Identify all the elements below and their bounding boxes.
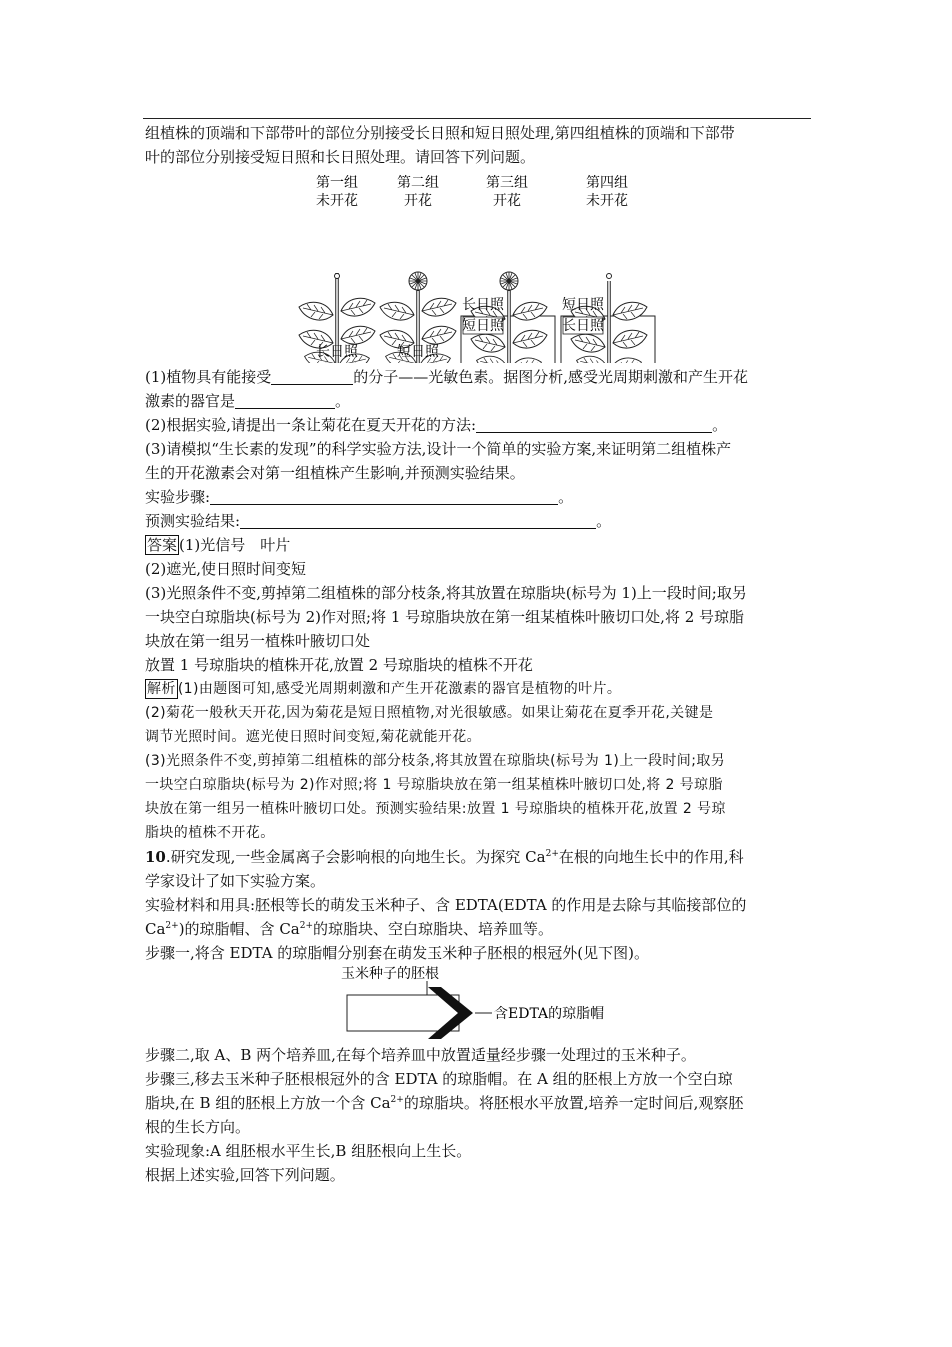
group2-name: 第二组: [397, 175, 439, 191]
question-2: (2)根据实验,请提出一条让菊花在夏天开花的方法: 。: [145, 416, 728, 434]
answer-line-5: 块放在第一组另一植株叶腋切口处: [145, 632, 371, 650]
q10-line-3: 实验材料和用具:胚根等长的萌发玉米种子、含 EDTA(EDTA 的作用是去除与其临接部位的: [145, 896, 747, 914]
answer-line-4: 一块空白琼脂块(标号为 2)作对照;将 1 号琼脂块放在第一组某植株叶腋切口处,将 2 号琼脂: [145, 608, 745, 626]
intro-line-1: 组植株的顶端和下部带叶的部位分别接受长日照和短日照处理,第四组植株的顶端和下部带: [145, 124, 735, 142]
answer-tag: 答案: [147, 536, 178, 554]
group2-status: 开花: [404, 193, 432, 209]
group4-top-label: 短日照: [562, 297, 604, 313]
answer-blank[interactable]: [271, 368, 353, 385]
q10-line-5: 步骤一,将含 EDTA 的琼脂帽分别套在萌发玉米种子胚根的根冠外(见下图)。: [145, 944, 650, 962]
predicted-result: 预测实验结果: 。: [145, 512, 612, 530]
plant2-bottom-label: 短日照: [397, 344, 439, 360]
header-rule: [143, 118, 811, 119]
analysis-tag: 解析: [147, 681, 176, 697]
q10-step-2: 步骤二,取 A、B 两个培养皿,在每个培养皿中放置适量经步骤一处理过的玉米种子。: [145, 1046, 696, 1064]
answer-line-3: (3)光照条件不变,剪掉第二组植株的部分枝条,将其放置在琼脂块(标号为 1)上一段时间;取另: [145, 584, 747, 602]
q10-step-3-line-3: 根的生长方向。: [145, 1118, 251, 1136]
answer-line-2: (2)遮光,使日照时间变短: [145, 560, 307, 578]
group4-status: 未开花: [586, 193, 628, 209]
figure-root-cap: [145, 965, 811, 1039]
analysis-line-4: (3)光照条件不变,剪掉第二组植株的部分枝条,将其放置在琼脂块(标号为 1)上一段时间;取另: [145, 753, 726, 769]
q10-line-4: $Ca^{2+}$)的琼脂帽、含 $Ca^{2+}$的琼脂块、空白琼脂块、培养皿等。: [145, 920, 554, 938]
question-3-line-2: 生的开花激素会对第一组植株产生影响,并预测实验结果。: [145, 464, 525, 482]
flower-icon: [409, 272, 427, 290]
page-content: [145, 121, 811, 1187]
group3-name: 第三组: [486, 175, 528, 191]
q10-line-2: 学家设计了如下实验方案。: [145, 872, 326, 890]
analysis-line-7: 脂块的植株不开花。: [145, 825, 275, 841]
plant1-bottom-label: 长日照: [316, 344, 358, 360]
group1-status: 未开花: [316, 193, 358, 209]
q10-step-3-line-2: 脂块,在 B 组的胚根上方放一个含 $Ca^{2+}$的琼脂块。将胚根水平放置,培养一定时间后,观察胚: [145, 1094, 744, 1112]
q10-step-3-line-1: 步骤三,移去玉米种子胚根根冠外的含 EDTA 的琼脂帽。在 A 组的胚根上方放一个空白琼: [145, 1070, 733, 1088]
flower-icon: [500, 272, 518, 290]
group3-top-label: 长日照: [462, 297, 504, 313]
answer-line-6: 放置 1 号琼脂块的植株开花,放置 2 号琼脂块的植株不开花: [145, 656, 533, 674]
experiment-steps: 实验步骤: 。: [145, 488, 574, 506]
analysis-line-1: 解析 (1)由题图可知,感受光周期刺激和产生开花激素的器官是植物的叶片。: [147, 681, 622, 697]
agar-cap-label: 含EDTA的琼脂帽: [494, 1006, 605, 1022]
group3-status: 开花: [493, 193, 521, 209]
answer-blank[interactable]: [240, 512, 596, 529]
q10-phenomenon: 实验现象:A 组胚根水平生长,B 组胚根向上生长。: [145, 1142, 472, 1160]
analysis-line-2: (2)菊花一般秋天开花,因为菊花是短日照植物,对光很敏感。如果让菊花在夏季开花,关键是: [145, 705, 714, 721]
analysis-line-6: 块放在第一组另一植株叶腋切口处。预测实验结果:放置 1 号琼脂块的植株开花,放置 2 号琼: [145, 801, 726, 817]
answer-blank[interactable]: [210, 488, 558, 505]
group3-inner-label: 短日照: [462, 318, 504, 334]
question-1-line-2: 激素的器官是 。: [145, 392, 351, 410]
group4-name: 第四组: [586, 175, 628, 191]
analysis-line-5: 一块空白琼脂块(标号为 2)作对照;将 1 号琼脂块放在第一组某植株叶腋切口处,将 2 号琼脂: [145, 777, 723, 793]
intro-line-2: 叶的部位分别接受短日照和长日照处理。请回答下列问题。: [145, 148, 536, 166]
root-label: 玉米种子的胚根: [341, 966, 439, 982]
q10-line-1: 10.研究发现,一些金属离子会影响根的向地生长。为探究 $Ca^{2+}$在根的向地生长中的作用,科: [145, 848, 744, 866]
answer-blank[interactable]: [235, 392, 335, 409]
answer-blank[interactable]: [476, 416, 712, 433]
group1-name: 第一组: [316, 175, 358, 191]
question-3-line-1: (3)请模拟“生长素的发现”的科学实验方法,设计一个简单的实验方案,来证明第二组植株产: [145, 440, 732, 458]
answer-line-1: 答案 (1)光信号 叶片: [147, 536, 291, 554]
group4-inner-label: 长日照: [562, 318, 604, 334]
question-1-line-1: (1)植物具有能接受 的分子——光敏色素。据图分析,感受光周期刺激和产生开花: [145, 368, 749, 386]
figure-root-cap-svg: [145, 965, 811, 1039]
figure-photoperiod-svg: [145, 173, 811, 363]
question-number: 10: [145, 848, 166, 866]
q10-prompt: 根据上述实验,回答下列问题。: [145, 1166, 345, 1184]
figure-photoperiod-groups: [145, 173, 811, 363]
analysis-line-3: 调节光照时间。遮光使日照时间变短,菊花就能开花。: [145, 729, 482, 745]
